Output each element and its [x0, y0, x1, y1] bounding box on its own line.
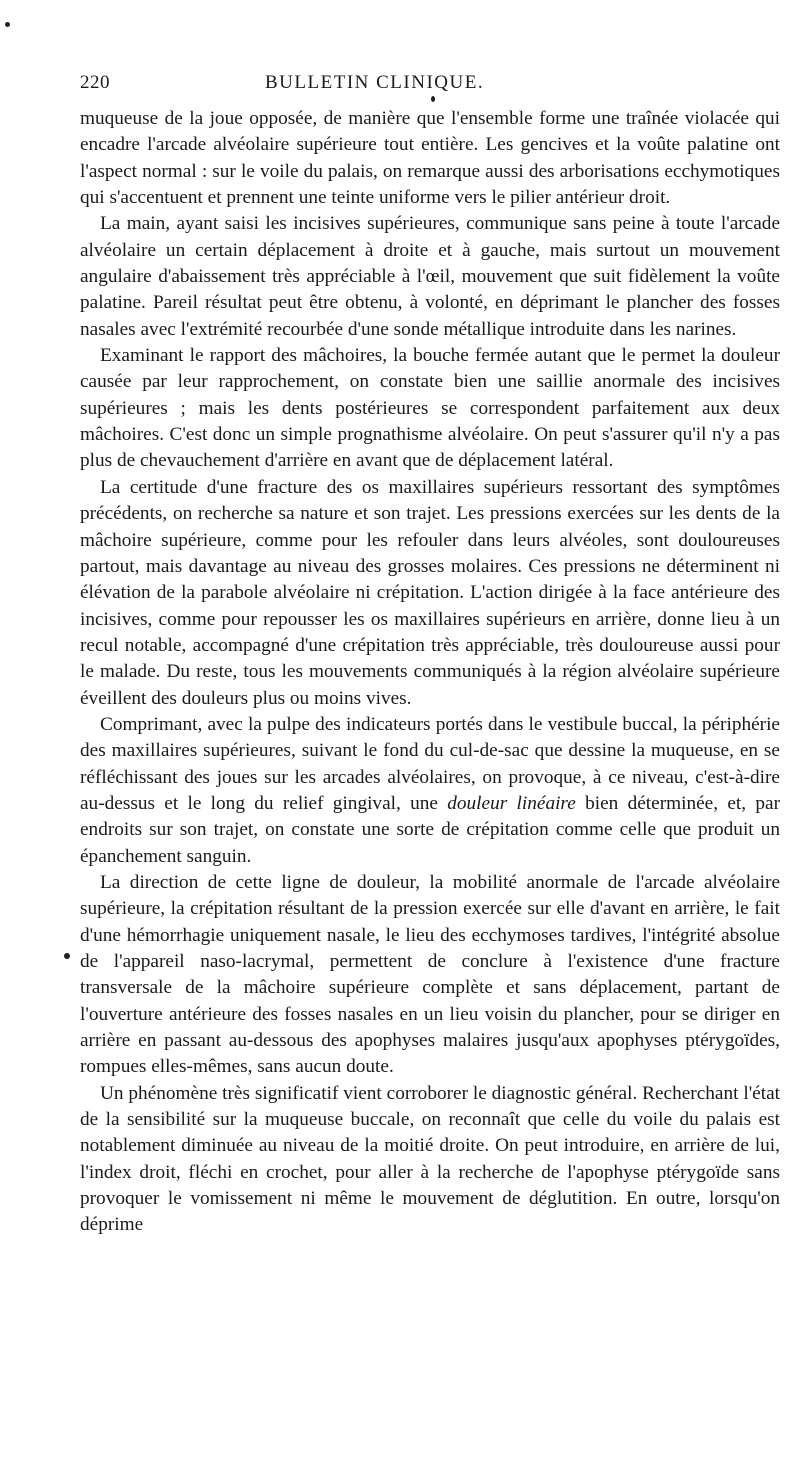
paragraph: La certitude d'une fracture des os maxillaires supérieurs ressortant des symptômes précédents, on recherche sa nature et son trajet. Les pressions exercées sur les dents de la mâchoire supérieure, comme pour les refouler dans leurs alvéoles, sont douloureuses partout, mais davantage au niveau des grosses molaires. Ces pressions ne déterminent ni élévation de la parabole alvéolaire ni crépitation. L'action dirigée à la face antérieure des incisives, comme pour repousser les os maxillaires supérieurs en arrière, donne lieu à un recul notable, accompagné d'une crépitation très appréciable, très douloureuse aussi pour le malade. Du reste, tous les mouvements communiqués à la région alvéolaire supérieure éveillent des douleurs plus ou moins vives. — [80, 476, 780, 709]
body-text — [80, 106, 780, 1239]
paragraph: La direction de cette ligne de douleur, la mobilité anormale de l'arcade alvéolaire supérieure, la crépitation résultant de la pression exercée sur elle d'avant en arrière, le fait d'une hémorrhagie uniquement nasale, le lieu des ecchymoses tardives, l'intégrité absolue de l'appareil naso-lacrymal, permettent de conclure à l'existence d'une fracture transversale de la mâchoire supérieure complète et sans déplacement, partant de l'ouverture antérieure des fosses nasales en un lieu voisin du plancher, pour se diriger en arrière en passant au-dessous des apophyses malaires jusqu'aux apophyses ptérygoïdes, rompues elles-mêmes, sans aucun doute. — [80, 871, 780, 1078]
paragraph-text: bien déterminée, et, par endroits sur son trajet, on constate une sorte de crépitation comme celle que produit un épanchement sanguin. — [80, 792, 780, 867]
emphasized-term: douleur linéaire — [447, 792, 576, 814]
page-header — [80, 72, 780, 96]
paragraph: Examinant le rapport des mâchoires, la bouche fermée autant que le permet la douleur causée par leur rapprochement, on constate bien une saillie anormale des incisives supérieures ; mais les dents postérieures se correspondent parfaitement aux deux mâchoires. C'est donc un simple prognathisme alvéolaire. On peut s'assurer qu'il n'y a pas plus de chevauchement d'arrière en avant que de déplacement latéral. — [80, 345, 780, 472]
print-speck — [431, 96, 435, 102]
paragraph-text: Comprimant, avec la pulpe des indicateurs portés dans le vestibule buccal, la périphérie des maxillaires supérieures, suivant le fond du cul-de-sac que dessine la muqueuse, en se réfléchissant des joues sur les arcades alvéolaires, on provoque, à ce niveau, c'est-à-dire au-dessus et le long du relief gingival, une — [80, 713, 780, 814]
paragraph: La main, ayant saisi les incisives supérieures, communique sans peine à toute l'arcade alvéolaire un certain déplacement à droite et à gauche, mais surtout un mouvement angulaire d'abaissement très appréciable à l'œil, mouvement que suit fidèlement la voûte palatine. Pareil résultat peut être obtenu, à volonté, en déprimant le plancher des fosses nasales avec l'extrémité recourbée d'une sonde métallique introduite dans les narines. — [80, 213, 780, 340]
document-page — [80, 72, 780, 1239]
print-speck — [64, 953, 70, 959]
paragraph — [80, 712, 780, 870]
paragraph: muqueuse de la joue opposée, de manière que l'ensemble forme une traînée violacée qui encadre l'arcade alvéolaire supérieure tout entière. Les gencives et la voûte palatine ont l'aspect normal : sur le voile du palais, on remarque aussi des arborisations ecchymotiques qui s'accentuent et prennent une teinte uniforme vers le pilier antérieur droit. — [80, 108, 780, 209]
running-title: BULLETIN CLINIQUE. — [265, 72, 485, 93]
page-number: 220 — [80, 72, 110, 93]
paragraph: Un phénomène très significatif vient corroborer le diagnostic général. Recherchant l'état de la sensibilité sur la muqueuse buccale, on reconnaît que celle du voile du palais est notablement diminuée au niveau de la moitié droite. On peut introduire, en arrière de lui, l'index droit, fléchi en crochet, pour aller à la recherche de l'apophyse ptérygoïde sans provoquer le vomissement ni même le mouvement de déglutition. En outre, lorsqu'on déprime — [80, 1082, 780, 1236]
print-speck — [5, 22, 10, 27]
